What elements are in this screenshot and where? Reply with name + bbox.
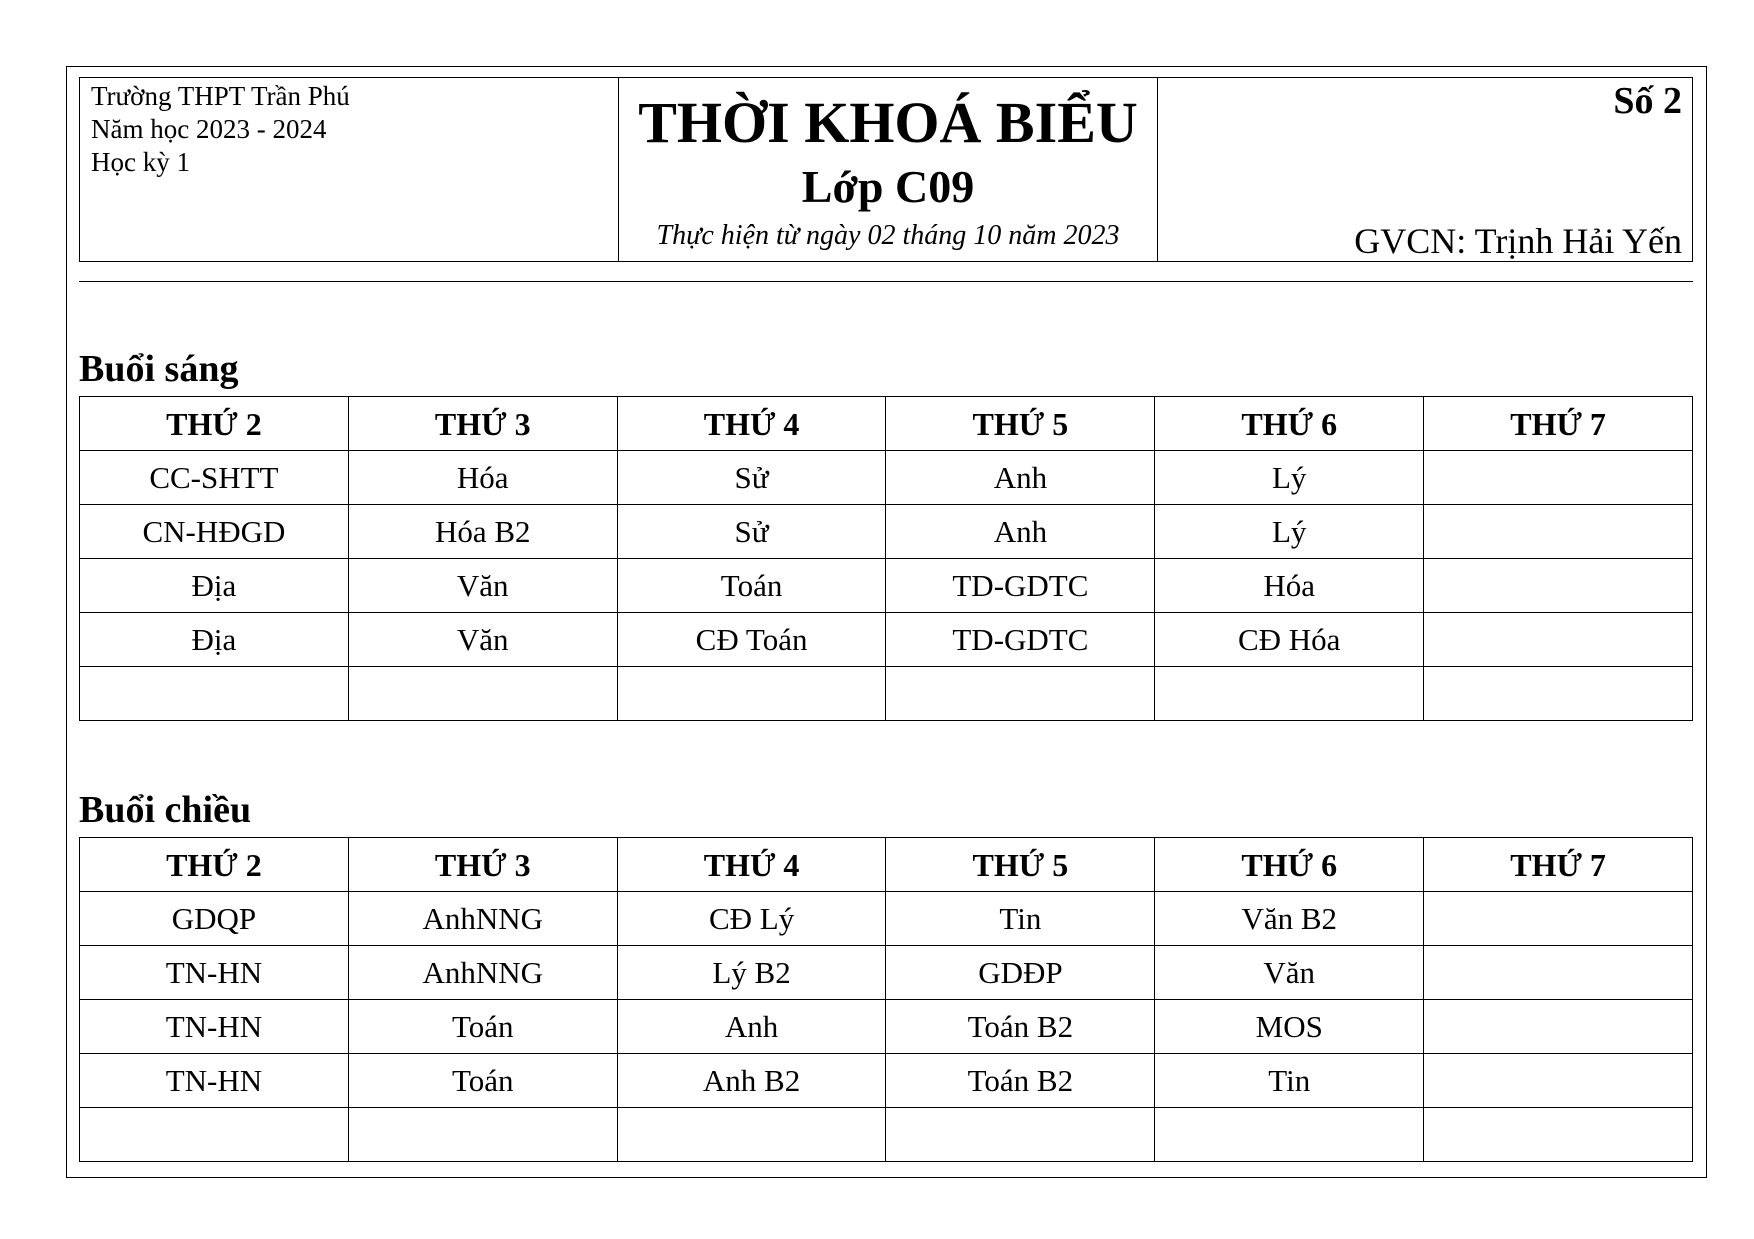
morning-section-title: Buổi sáng [79, 348, 239, 390]
subject-cell: Toán [348, 1000, 617, 1054]
subject-cell [1424, 1054, 1693, 1108]
subject-cell: Văn [348, 559, 617, 613]
subject-cell [886, 667, 1155, 721]
day-header: THỨ 4 [617, 397, 886, 451]
subject-cell [80, 667, 349, 721]
subject-cell: CN-HĐGD [80, 505, 349, 559]
subject-cell: Sử [617, 505, 886, 559]
subject-cell: Hóa [1155, 559, 1424, 613]
subject-cell: AnhNNG [348, 946, 617, 1000]
subject-cell: Sử [617, 451, 886, 505]
subject-cell [1155, 667, 1424, 721]
day-header: THỨ 5 [886, 838, 1155, 892]
subject-cell [1424, 667, 1693, 721]
day-header: THỨ 4 [617, 838, 886, 892]
subject-cell: Địa [80, 559, 349, 613]
subject-cell [80, 1108, 349, 1162]
subject-cell: CC-SHTT [80, 451, 349, 505]
day-header: THỨ 3 [348, 397, 617, 451]
table-row [80, 451, 1693, 505]
subject-cell: GDĐP [886, 946, 1155, 1000]
subject-cell [1424, 505, 1693, 559]
subject-cell: TN-HN [80, 1000, 349, 1054]
subject-cell [348, 1108, 617, 1162]
subject-cell: Hóa B2 [348, 505, 617, 559]
table-row [80, 1108, 1693, 1162]
subject-cell: Tin [1155, 1054, 1424, 1108]
subject-cell: Toán B2 [886, 1000, 1155, 1054]
table-row [80, 1000, 1693, 1054]
day-header: THỨ 2 [80, 397, 349, 451]
table-row [80, 892, 1693, 946]
afternoon-section-title: Buổi chiều [79, 789, 252, 831]
subject-cell: Toán [617, 559, 886, 613]
subject-cell [1424, 559, 1693, 613]
sheet-info [1158, 78, 1692, 261]
subject-cell: TN-HN [80, 1054, 349, 1108]
timetable-header [79, 77, 1693, 262]
subject-cell: Anh [886, 451, 1155, 505]
subject-cell: CĐ Hóa [1155, 613, 1424, 667]
day-header: THỨ 6 [1155, 838, 1424, 892]
subject-cell: Địa [80, 613, 349, 667]
subject-cell: Toán [348, 1054, 617, 1108]
subject-cell: Hóa [348, 451, 617, 505]
table-row [80, 559, 1693, 613]
subject-cell: Anh [886, 505, 1155, 559]
subject-cell: Văn B2 [1155, 892, 1424, 946]
subject-cell [1424, 451, 1693, 505]
header-divider [79, 281, 1693, 282]
subject-cell: MOS [1155, 1000, 1424, 1054]
subject-cell: TD-GDTC [886, 613, 1155, 667]
subject-cell: Lý B2 [617, 946, 886, 1000]
subject-cell [617, 667, 886, 721]
subject-cell: CĐ Lý [617, 892, 886, 946]
subject-cell [348, 667, 617, 721]
day-header: THỨ 5 [886, 397, 1155, 451]
day-header: THỨ 2 [80, 838, 349, 892]
subject-cell [886, 1108, 1155, 1162]
day-header: THỨ 6 [1155, 397, 1424, 451]
subject-cell [1424, 892, 1693, 946]
table-row [80, 613, 1693, 667]
day-header: THỨ 3 [348, 838, 617, 892]
semester: Học kỳ 1 [91, 147, 190, 177]
sheet-number: Số 2 [1613, 80, 1682, 122]
subject-cell: TD-GDTC [886, 559, 1155, 613]
subject-cell: Anh [617, 1000, 886, 1054]
day-header: THỨ 7 [1424, 838, 1693, 892]
day-header: THỨ 7 [1424, 397, 1693, 451]
subject-cell: Lý [1155, 451, 1424, 505]
subject-cell: Anh B2 [617, 1054, 886, 1108]
page-title: THỜI KHOÁ BIỂU [638, 90, 1138, 155]
subject-cell [1424, 1108, 1693, 1162]
subject-cell: CĐ Toán [617, 613, 886, 667]
subject-cell [1424, 946, 1693, 1000]
subject-cell: TN-HN [80, 946, 349, 1000]
subject-cell: AnhNNG [348, 892, 617, 946]
table-header-row [80, 838, 1693, 892]
table-row [80, 946, 1693, 1000]
subject-cell: Tin [886, 892, 1155, 946]
subject-cell [1424, 613, 1693, 667]
subject-cell: Văn [1155, 946, 1424, 1000]
afternoon-schedule-table [79, 837, 1693, 1162]
subject-cell [1155, 1108, 1424, 1162]
table-row [80, 505, 1693, 559]
title-block [619, 78, 1158, 261]
effective-date: Thực hiện từ ngày 02 tháng 10 năm 2023 [656, 220, 1120, 251]
school-name: Trường THPT Trần Phú [91, 81, 350, 111]
homeroom-teacher: GVCN: Trịnh Hải Yến [1354, 221, 1682, 261]
school-year: Năm học 2023 - 2024 [91, 114, 327, 144]
subject-cell [1424, 1000, 1693, 1054]
subject-cell: Toán B2 [886, 1054, 1155, 1108]
subject-cell [617, 1108, 886, 1162]
school-info [80, 78, 619, 261]
table-row [80, 1054, 1693, 1108]
class-name: Lớp C09 [801, 161, 975, 212]
table-row [80, 667, 1693, 721]
subject-cell: GDQP [80, 892, 349, 946]
table-header-row [80, 397, 1693, 451]
subject-cell: Văn [348, 613, 617, 667]
subject-cell: Lý [1155, 505, 1424, 559]
morning-schedule-table [79, 396, 1693, 721]
